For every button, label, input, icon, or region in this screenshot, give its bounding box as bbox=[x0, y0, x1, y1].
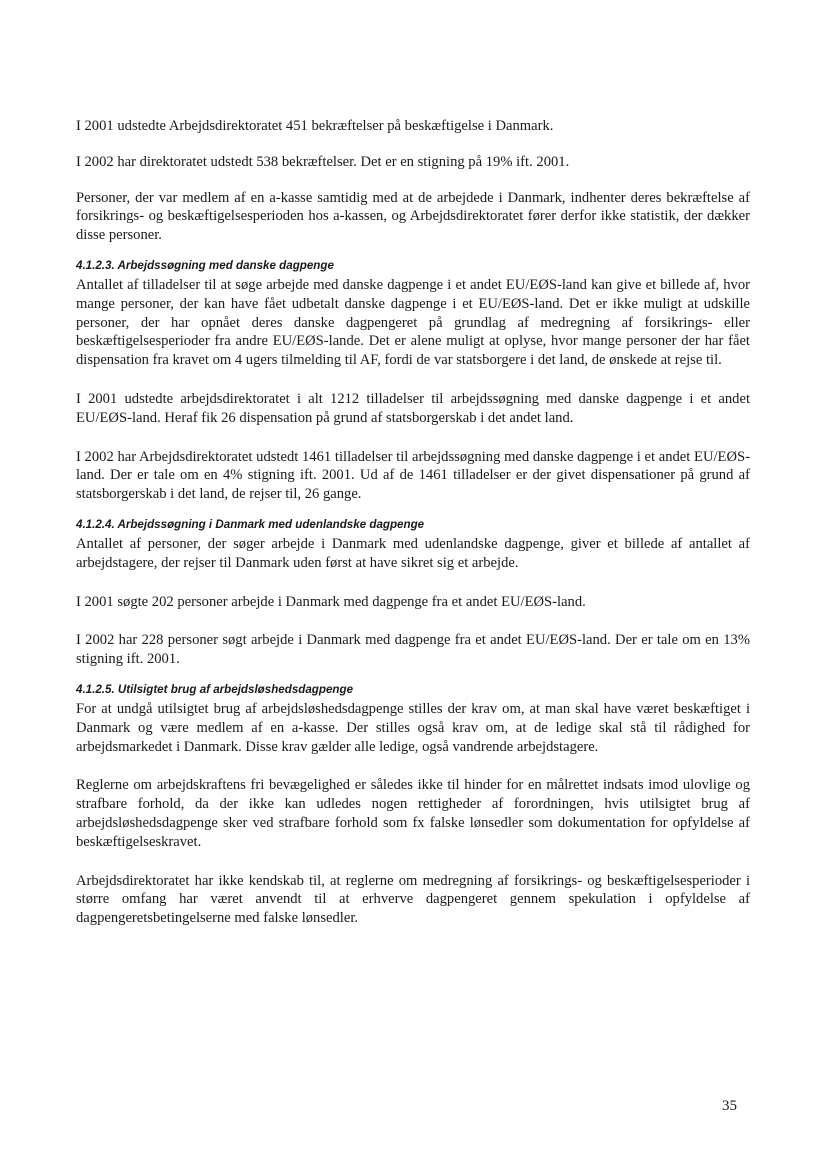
paragraph-a-kasse-members: Personer, der var medlem af en a-kasse samtidig med at de arbejdede i Danmark, indhenter deres bekræftelse af forsikrings- og beskæftigelsesperioden hos a-kassen, og Arbejdsdirektoratet fører derfor ikke statistik, der dækker disse personer. bbox=[76, 189, 750, 244]
section-4-1-2-4-paragraph-1: Antallet af personer, der søger arbejde i Danmark med udenlandske dagpenge, giver et billede af antallet af arbejdstagere, der rejser til Danmark uden først at have sikret sig et arbejde. bbox=[76, 535, 750, 571]
section-4-1-2-3-paragraph-2: I 2001 udstedte arbejdsdirektoratet i alt 1212 tilladelser til arbejdssøgning med danske dagpenge i et andet EU/EØS-land. Heraf fik 26 dispensation på grund af statsborgerskab i det andet land. bbox=[76, 390, 750, 426]
document-body bbox=[76, 117, 750, 928]
section-heading-4-1-2-4: 4.1.2.4. Arbejdssøgning i Danmark med udenlandske dagpenge bbox=[76, 517, 425, 531]
section-4-1-2-3-paragraph-1: Antallet af tilladelser til at søge arbejde med danske dagpenge i et andet EU/EØS-land kan give et billede af, hvor mange personer, der kan have fået udbetalt danske dagpenge i et EU/EØS-land. Det er ikke muligt at udskille personer, der har opnået deres danske dagpengeret på grundlag af medregning af forsikrings- eller beskæftigelsesperioder fra andre EU/EØS-lande. Det er alene muligt at oplyse, hvor mange personer der har fået dispensation fra kravet om 4 ugers tilmelding til AF, fordi de var statsborgere i det land, de ønskede at rejse til. bbox=[76, 276, 750, 369]
section-4-1-2-5-paragraph-3: Arbejdsdirektoratet har ikke kendskab til, at reglerne om medregning af forsikrings- og beskæftigelsesperioder i større omfang har været anvendt til at erhverve dagpengeret gennem spekulation i opfyldelse af dagpengeretsbetingelserne med falske lønsedler. bbox=[76, 872, 750, 927]
section-4-1-2-3-paragraph-3: I 2002 har Arbejdsdirektoratet udstedt 1461 tilladelser til arbejdssøgning med danske dagpenge i et andet EU/EØS-land. Der er tale om en 4% stigning ift. 2001. Ud af de 1461 tilladelser er der givet dispensationer på grund af statsborgerskab i det land, de rejser til, 26 gange. bbox=[76, 448, 750, 503]
section-4-1-2-4-paragraph-2: I 2001 søgte 202 personer arbejde i Danmark med dagpenge fra et andet EU/EØS-land. bbox=[76, 593, 586, 610]
page-number: 35 bbox=[722, 1098, 737, 1114]
paragraph-2001-confirmations: I 2001 udstedte Arbejdsdirektoratet 451 bekræftelser på beskæftigelse i Danmark. bbox=[76, 118, 554, 134]
section-4-1-2-5-paragraph-2: Reglerne om arbejdskraftens fri bevægelighed er således ikke til hinder for en målrettet indsats imod ulovlige og strafbare forhold, da der ikke kan udledes nogen rettigheder af forordningen, hvis utilsigtet brug af arbejdsløshedsdagpenge sker ved strafbare forhold som fx falske lønsedler som dokumentation for opfyldelse af beskæftigelseskravet. bbox=[76, 777, 750, 850]
section-4-1-2-4-paragraph-3: I 2002 har 228 personer søgt arbejde i Danmark med dagpenge fra et andet EU/EØS-land. Der er tale om en 13% stigning ift. 2001. bbox=[76, 632, 750, 668]
paragraph-2002-confirmations: I 2002 har direktoratet udstedt 538 bekræftelser. Det er en stigning på 19% ift. 2001. bbox=[76, 153, 570, 170]
section-heading-4-1-2-5: 4.1.2.5. Utilsigtet brug af arbejdsløshedsdagpenge bbox=[76, 682, 354, 696]
section-heading-4-1-2-3: 4.1.2.3. Arbejdssøgning med danske dagpenge bbox=[76, 258, 334, 272]
section-4-1-2-5-paragraph-1: For at undgå utilsigtet brug af arbejdsløshedsdagpenge stilles der krav om, at man skal have været beskæftiget i Danmark og være medlem af en a-kasse. Der stilles også krav om, at de ledige skal stå til rådighed for arbejdsmarkedet i Danmark. Disse krav gælder alle ledige, også vandrende arbejdstagere. bbox=[76, 700, 750, 755]
